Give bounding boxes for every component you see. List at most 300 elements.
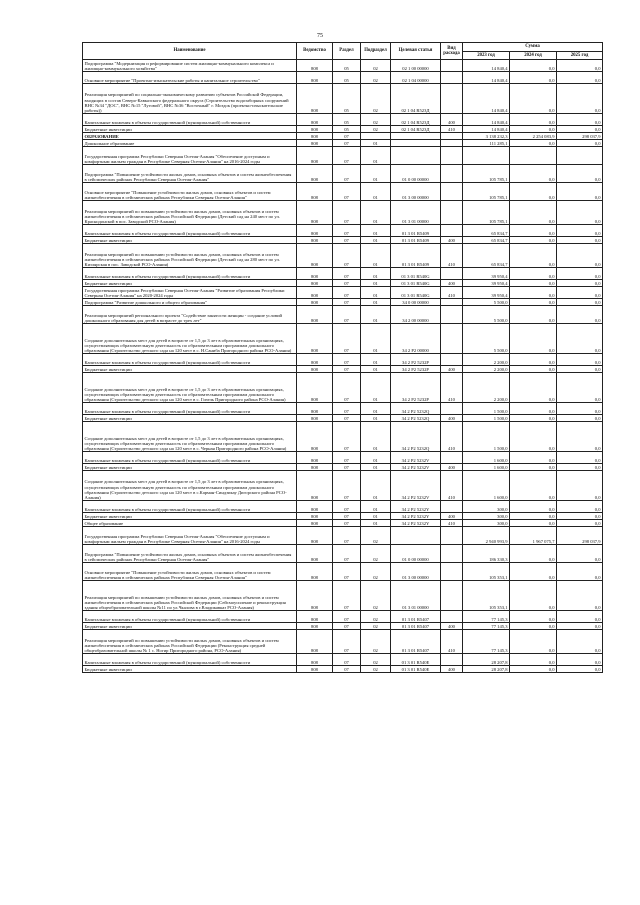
row-subsection: 02 <box>361 563 391 581</box>
row-sum-2023: 105 785,1 <box>463 183 510 201</box>
row-target-article: 02 1 00 00000 <box>391 60 441 72</box>
table-row <box>83 354 603 366</box>
row-sum-2025: 298 037,9 <box>557 527 603 545</box>
row-name: ОБРАЗОВАНИЕ <box>83 133 297 140</box>
row-subsection: 02 <box>361 630 391 654</box>
row-name: Дошкольное образование <box>83 140 297 147</box>
table-row <box>83 520 603 527</box>
row-name: Капитальные вложения в объекты государственной (муниципальной) собственности <box>83 654 297 666</box>
row-sum-2025: 0,0 <box>557 280 603 287</box>
row-sum-2024: 0,0 <box>510 623 557 630</box>
row-section: 07 <box>333 140 361 147</box>
row-subsection: 02 <box>361 654 391 666</box>
row-name: Бюджетные инвестиции <box>83 237 297 244</box>
row-sum-2025: 0,0 <box>557 287 603 299</box>
row-subsection: 01 <box>361 520 391 527</box>
row-section: 07 <box>333 147 361 165</box>
row-sum-2023 <box>463 147 510 165</box>
row-sum-2025: 0,0 <box>557 563 603 581</box>
row-subsection: 02 <box>361 581 391 611</box>
row-sum-2024: 0,0 <box>510 513 557 520</box>
row-section: 07 <box>333 165 361 183</box>
row-sum-2025: 0,0 <box>557 84 603 114</box>
row-target-article: 34 2 P2 5232V <box>391 452 441 464</box>
row-sum-2024: 0,0 <box>510 415 557 422</box>
row-sum-2024: 0,0 <box>510 666 557 673</box>
row-sum-2025: 0,0 <box>557 165 603 183</box>
row-section: 07 <box>333 666 361 673</box>
table-row <box>83 287 603 299</box>
row-sum-2024: 0,0 <box>510 299 557 306</box>
row-subsection: 01 <box>361 354 391 366</box>
row-ministry: 808 <box>297 84 333 114</box>
row-name: Основное мероприятие "Проектно-изыскательские работы и капитальное строительство" <box>83 72 297 84</box>
table-row <box>83 147 603 165</box>
row-expense-type <box>441 133 463 140</box>
row-subsection: 02 <box>361 545 391 563</box>
row-section: 07 <box>333 452 361 464</box>
row-sum-2025: 0,0 <box>557 72 603 84</box>
row-sum-2023: 28 207,8 <box>463 654 510 666</box>
row-expense-type: 410 <box>441 373 463 403</box>
row-subsection: 01 <box>361 324 391 354</box>
row-ministry: 808 <box>297 280 333 287</box>
budget-table <box>82 42 603 673</box>
row-sum-2024: 0,0 <box>510 244 557 268</box>
row-ministry: 808 <box>297 165 333 183</box>
row-subsection: 01 <box>361 280 391 287</box>
row-sum-2024: 0,0 <box>510 201 557 225</box>
row-ministry: 808 <box>297 471 333 501</box>
row-sum-2024: 0,0 <box>510 611 557 623</box>
header-sum: Сумма <box>463 43 603 52</box>
row-section: 05 <box>333 72 361 84</box>
row-sum-2025: 0,0 <box>557 520 603 527</box>
row-subsection: 01 <box>361 268 391 280</box>
row-expense-type <box>441 501 463 513</box>
row-subsection: 01 <box>361 464 391 471</box>
row-sum-2024: 0,0 <box>510 581 557 611</box>
row-sum-2025: 0,0 <box>557 126 603 133</box>
row-section: 07 <box>333 183 361 201</box>
row-sum-2025: 0,0 <box>557 513 603 520</box>
row-section: 07 <box>333 324 361 354</box>
table-row <box>83 237 603 244</box>
row-sum-2025: 0,0 <box>557 299 603 306</box>
row-sum-2024: 0,0 <box>510 422 557 452</box>
row-sum-2023: 105 353,1 <box>463 581 510 611</box>
table-row <box>83 563 603 581</box>
row-name: Капитальные вложения в объекты государственной (муниципальной) собственности <box>83 403 297 415</box>
row-target-article: 34 2 00 00000 <box>391 306 441 324</box>
row-ministry: 808 <box>297 581 333 611</box>
row-section: 07 <box>333 354 361 366</box>
row-subsection: 01 <box>361 287 391 299</box>
row-subsection: 01 <box>361 140 391 147</box>
row-sum-2023: 300,0 <box>463 501 510 513</box>
row-ministry: 808 <box>297 244 333 268</box>
row-section: 07 <box>333 237 361 244</box>
row-sum-2023: 1 500,0 <box>463 422 510 452</box>
row-ministry: 808 <box>297 654 333 666</box>
table-row <box>83 471 603 501</box>
row-target-article: 34 2 P2 5232Y <box>391 520 441 527</box>
row-target-article: 34 2 P2 5232P <box>391 366 441 373</box>
row-section: 07 <box>333 623 361 630</box>
row-section: 07 <box>333 654 361 666</box>
row-sum-2025: 0,0 <box>557 324 603 354</box>
row-expense-type: 410 <box>441 244 463 268</box>
row-sum-2023: 300,0 <box>463 520 510 527</box>
row-target-article: 01 3 01 R540G <box>391 287 441 299</box>
row-section: 07 <box>333 471 361 501</box>
row-sum-2025 <box>557 147 603 165</box>
row-sum-2023: 1 500,0 <box>463 403 510 415</box>
row-name: Капитальные вложения в объекты государственной (муниципальной) собственности <box>83 501 297 513</box>
row-sum-2025: 0,0 <box>557 581 603 611</box>
header-expense-type: Вид расхода <box>441 43 463 60</box>
header-year-2024: 2024 год <box>510 52 557 60</box>
row-target-article: 01 3 00 00000 <box>391 563 441 581</box>
table-row <box>83 165 603 183</box>
row-ministry: 808 <box>297 60 333 72</box>
row-subsection: 02 <box>361 72 391 84</box>
row-ministry: 808 <box>297 324 333 354</box>
row-sum-2025: 0,0 <box>557 237 603 244</box>
row-ministry: 808 <box>297 422 333 452</box>
row-name: Создание дополнительных мест для детей в возрасте от 1,5 до 3 лет в образовательных организациях, осуществляющих образовательную деятельность по образовательным программам дошкольного образования (Строительство детского сада на 120 мест в с. Черная Пригородного района РСО-Алания) <box>83 422 297 452</box>
row-name: Бюджетные инвестиции <box>83 666 297 673</box>
row-name: Капитальные вложения в объекты государственной (муниципальной) собственности <box>83 114 297 126</box>
row-section: 07 <box>333 422 361 452</box>
row-section: 07 <box>333 563 361 581</box>
row-section: 07 <box>333 415 361 422</box>
row-ministry: 808 <box>297 183 333 201</box>
row-subsection: 01 <box>361 366 391 373</box>
row-sum-2023: 14 840,4 <box>463 84 510 114</box>
row-sum-2024: 0,0 <box>510 452 557 464</box>
row-name: Государственная программа Республики Северная Осетия-Алания "Обеспечение доступным и комфортным жильем граждан в Республике Северная Осетия-Алания" на 2016-2024 годы <box>83 527 297 545</box>
row-sum-2024: 0,0 <box>510 183 557 201</box>
row-subsection: 01 <box>361 373 391 403</box>
row-ministry: 808 <box>297 501 333 513</box>
row-sum-2025: 298 037,9 <box>557 133 603 140</box>
row-sum-2023: 1 600,0 <box>463 471 510 501</box>
row-ministry: 808 <box>297 140 333 147</box>
row-section: 05 <box>333 114 361 126</box>
row-expense-type <box>441 183 463 201</box>
row-expense-type <box>441 581 463 611</box>
row-sum-2024: 0,0 <box>510 165 557 183</box>
row-sum-2025: 0,0 <box>557 183 603 201</box>
row-ministry: 808 <box>297 268 333 280</box>
row-sum-2025: 0,0 <box>557 415 603 422</box>
row-name: Общее образование <box>83 520 297 527</box>
row-expense-type: 410 <box>441 520 463 527</box>
row-expense-type: 400 <box>441 415 463 422</box>
row-name: Основное мероприятие "Повышение устойчивости жилых домов, основных объектов и систем жизнеобеспечения в сейсмических районах Республики Северная Осетия-Алания" <box>83 183 297 201</box>
row-sum-2023: 300,0 <box>463 513 510 520</box>
row-sum-2023: 65 834,7 <box>463 244 510 268</box>
row-target-article: 01 3 01 R5409 <box>391 244 441 268</box>
table-row <box>83 201 603 225</box>
table-row <box>83 545 603 563</box>
table-row <box>83 126 603 133</box>
row-subsection: 01 <box>361 165 391 183</box>
row-expense-type <box>441 299 463 306</box>
row-subsection <box>361 133 391 140</box>
row-subsection: 02 <box>361 114 391 126</box>
row-name: Основное мероприятие "Повышение устойчивости жилых домов, основных объектов и систем жизнеобеспечения в сейсмических районах Республики Северная Осетия-Алания" <box>83 563 297 581</box>
row-sum-2024: 0,0 <box>510 280 557 287</box>
row-ministry: 808 <box>297 527 333 545</box>
row-section: 07 <box>333 403 361 415</box>
row-sum-2024: 1 967 075,7 <box>510 527 557 545</box>
row-sum-2023: 65 834,7 <box>463 225 510 237</box>
row-subsection: 01 <box>361 471 391 501</box>
row-sum-2025: 0,0 <box>557 623 603 630</box>
table-row <box>83 581 603 611</box>
row-expense-type <box>441 201 463 225</box>
table-row <box>83 403 603 415</box>
table-row <box>83 464 603 471</box>
table-row <box>83 140 603 147</box>
row-expense-type <box>441 324 463 354</box>
row-sum-2023: 65 834,7 <box>463 237 510 244</box>
table-row <box>83 422 603 452</box>
row-ministry: 808 <box>297 415 333 422</box>
row-section: 07 <box>333 280 361 287</box>
row-sum-2024: 0,0 <box>510 563 557 581</box>
row-expense-type <box>441 563 463 581</box>
row-section: 07 <box>333 306 361 324</box>
table-row <box>83 280 603 287</box>
table-row <box>83 244 603 268</box>
row-sum-2023: 2 200,0 <box>463 354 510 366</box>
row-section: 07 <box>333 373 361 403</box>
row-sum-2023: 14 840,4 <box>463 72 510 84</box>
row-sum-2023: 14 840,4 <box>463 114 510 126</box>
row-sum-2024: 0,0 <box>510 471 557 501</box>
row-sum-2023: 1 500,0 <box>463 415 510 422</box>
table-row <box>83 513 603 520</box>
row-sum-2024: 0,0 <box>510 373 557 403</box>
row-target-article: 01 3 01 R540E <box>391 666 441 673</box>
row-name: Реализация мероприятий по повышению устойчивости жилых домов, основных объектов и систем жизнеобеспечения в сейсмических районах Российской Федерации (Детский сад на 280 мест по ул. Кизлярская в пос. Заводской РСО-Алания) <box>83 244 297 268</box>
row-name: Государственная программа Республики Северная Осетия-Алания "Обеспечение доступным и комфортным жильем граждан в Республике Северная Осетия-Алания" на 2016-2024 годы <box>83 147 297 165</box>
row-section: 07 <box>333 244 361 268</box>
table-body <box>83 60 603 673</box>
row-expense-type <box>441 268 463 280</box>
table-row <box>83 72 603 84</box>
row-expense-type <box>441 165 463 183</box>
row-expense-type <box>441 72 463 84</box>
row-subsection: 02 <box>361 623 391 630</box>
row-sum-2023: 5 500,0 <box>463 306 510 324</box>
row-expense-type: 400 <box>441 237 463 244</box>
table-row <box>83 654 603 666</box>
row-sum-2025: 0,0 <box>557 666 603 673</box>
row-name: Создание дополнительных мест для детей в возрасте от 1,5 до 3 лет в образовательных организациях, осуществляющих образовательную деятельность по образовательным программам дошкольного образования (Строительство детского сада на 120 мест в с. Гизель Пригородного района РСО-Алания) <box>83 373 297 403</box>
row-section: 05 <box>333 126 361 133</box>
row-ministry: 808 <box>297 611 333 623</box>
row-section: 07 <box>333 464 361 471</box>
row-target-article: 01 0 00 00000 <box>391 165 441 183</box>
row-ministry: 808 <box>297 237 333 244</box>
row-ministry: 808 <box>297 373 333 403</box>
table-row <box>83 415 603 422</box>
budget-table-container <box>82 42 602 673</box>
row-sum-2023: 1 600,0 <box>463 452 510 464</box>
row-name: Реализация мероприятий по повышению устойчивости жилых домов, основных объектов и систем жизнеобеспечения в сейсмических районах Российской Федерации (Сейсмоусиление и реконструкция здания общеобразовательной школы №11 по ул.Чкалова в г.Владикавказ РСО-Алания) <box>83 581 297 611</box>
row-sum-2024: 0,0 <box>510 306 557 324</box>
row-sum-2024: 0,0 <box>510 545 557 563</box>
row-sum-2024: 0,0 <box>510 630 557 654</box>
row-sum-2023: 111 285,1 <box>463 140 510 147</box>
table-row <box>83 324 603 354</box>
row-subsection: 02 <box>361 527 391 545</box>
row-name: Реализация мероприятий регионального проекта "Содействие занятости женщин - создание условий дошкольного образования для детей в возрасте до трех лет" <box>83 306 297 324</box>
table-row <box>83 527 603 545</box>
row-sum-2023: 2 200,0 <box>463 373 510 403</box>
row-expense-type: 410 <box>441 630 463 654</box>
row-target-article: 34 2 P2 5232P <box>391 354 441 366</box>
row-subsection: 01 <box>361 201 391 225</box>
row-ministry: 808 <box>297 299 333 306</box>
row-name: Подпрограмма "Повышение устойчивости жилых домов, основных объектов и систем жизнеобеспечения в сейсмических районах Республики Северная Осетия-Алания" <box>83 545 297 563</box>
row-sum-2023: 77 145,3 <box>463 623 510 630</box>
row-target-article: 02 1 04 R523Д <box>391 114 441 126</box>
table-row <box>83 84 603 114</box>
row-expense-type: 410 <box>441 422 463 452</box>
row-subsection: 01 <box>361 306 391 324</box>
row-name: Капитальные вложения в объекты государственной (муниципальной) собственности <box>83 225 297 237</box>
row-section: 07 <box>333 520 361 527</box>
row-target-article <box>391 133 441 140</box>
row-name: Бюджетные инвестиции <box>83 366 297 373</box>
row-sum-2025: 0,0 <box>557 225 603 237</box>
row-name: Создание дополнительных мест для детей в возрасте от 1,5 до 3 лет в образовательных организациях, осуществляющих образовательную деятельность по образовательным программам дошкольного образования (Строительство детского сада на 120 мест в с. Н.Саниба Пригородного района РСО-Алания) <box>83 324 297 354</box>
row-section: 07 <box>333 527 361 545</box>
row-name: Подпрограмма "Повышение устойчивости жилых домов, основных объектов и систем жизнеобеспечения в сейсмических районах Республики Северная Осетия-Алания" <box>83 165 297 183</box>
row-sum-2023: 105 353,1 <box>463 563 510 581</box>
row-ministry: 808 <box>297 225 333 237</box>
row-section: 07 <box>333 268 361 280</box>
header-subsection: Подраздел <box>361 43 391 60</box>
row-target-article: 01 0 00 00000 <box>391 545 441 563</box>
row-target-article: 01 3 01 R540G <box>391 280 441 287</box>
row-target-article: 01 3 01 R5409 <box>391 225 441 237</box>
row-sum-2024: 0,0 <box>510 225 557 237</box>
row-ministry: 808 <box>297 306 333 324</box>
row-ministry: 808 <box>297 520 333 527</box>
row-sum-2024: 0,0 <box>510 140 557 147</box>
row-ministry: 808 <box>297 201 333 225</box>
row-target-article <box>391 140 441 147</box>
row-subsection: 02 <box>361 84 391 114</box>
row-ministry: 808 <box>297 287 333 299</box>
row-section: 07 <box>333 611 361 623</box>
row-target-article: 01 3 01 R5407 <box>391 623 441 630</box>
row-section: 05 <box>333 60 361 72</box>
row-sum-2024: 0,0 <box>510 72 557 84</box>
row-target-article: 34 2 P2 5232Q <box>391 403 441 415</box>
row-target-article: 34 2 P2 5232Q <box>391 415 441 422</box>
row-target-article <box>391 147 441 165</box>
row-target-article: 01 3 00 00000 <box>391 183 441 201</box>
row-section: 07 <box>333 201 361 225</box>
row-expense-type <box>441 147 463 165</box>
row-name: Реализация мероприятий по повышению устойчивости жилых домов, основных объектов и систем жизнеобеспечения в сейсмических районах Российской Федерации (Детский сад на 240 мест по ул. Краснодонской в пос. Заводской РСО-Алания) <box>83 201 297 225</box>
row-target-article: 01 3 01 R540E <box>391 654 441 666</box>
table-row <box>83 611 603 623</box>
row-sum-2024: 0,0 <box>510 366 557 373</box>
row-sum-2025: 0,0 <box>557 354 603 366</box>
row-subsection: 01 <box>361 183 391 201</box>
row-section: 07 <box>333 545 361 563</box>
row-target-article: 02 1 04 R523Д <box>391 84 441 114</box>
row-name: Бюджетные инвестиции <box>83 126 297 133</box>
row-sum-2023: 2 200,0 <box>463 366 510 373</box>
row-ministry: 808 <box>297 666 333 673</box>
row-sum-2023: 14 840,4 <box>463 60 510 72</box>
row-ministry: 808 <box>297 623 333 630</box>
row-expense-type: 400 <box>441 366 463 373</box>
row-ministry: 808 <box>297 513 333 520</box>
row-sum-2023: 39 950,4 <box>463 280 510 287</box>
row-ministry: 808 <box>297 366 333 373</box>
row-sum-2023: 5 500,0 <box>463 299 510 306</box>
row-target-article <box>391 527 441 545</box>
header-section: Раздел <box>333 43 361 60</box>
row-sum-2025: 0,0 <box>557 373 603 403</box>
row-target-article: 34 2 P2 5232Y <box>391 513 441 520</box>
row-expense-type <box>441 611 463 623</box>
row-target-article: 02 1 04 R523Д <box>391 126 441 133</box>
row-section: 07 <box>333 225 361 237</box>
row-name: Реализация мероприятий по социально-экономическому развитию субъектов Российской Федерации, входящих в состав Северо-Кавказского федерального округа (Строительство водозаборных сооружений ВНС №34 "ДОС", ВНС №15 "Луговой", ВНС №36 "Восточный" г. Моздок (проектно-изыскательские работы)) <box>83 84 297 114</box>
row-name: Капитальные вложения в объекты государственной (муниципальной) собственности <box>83 611 297 623</box>
row-target-article: 34 2 P2 5232V <box>391 464 441 471</box>
header-target-article: Целевая статья <box>391 43 441 60</box>
row-expense-type: 400 <box>441 114 463 126</box>
row-sum-2025: 0,0 <box>557 501 603 513</box>
table-row <box>83 666 603 673</box>
row-subsection: 01 <box>361 452 391 464</box>
row-sum-2025: 0,0 <box>557 268 603 280</box>
table-row <box>83 452 603 464</box>
row-subsection: 01 <box>361 244 391 268</box>
row-sum-2023: 28 207,8 <box>463 666 510 673</box>
row-sum-2023: 105 785,1 <box>463 165 510 183</box>
row-subsection: 02 <box>361 666 391 673</box>
row-expense-type <box>441 452 463 464</box>
row-name: Капитальные вложения в объекты государственной (муниципальной) собственности <box>83 354 297 366</box>
row-subsection: 01 <box>361 403 391 415</box>
table-row <box>83 133 603 140</box>
row-ministry: 808 <box>297 563 333 581</box>
table-row <box>83 268 603 280</box>
row-expense-type <box>441 306 463 324</box>
row-expense-type: 400 <box>441 513 463 520</box>
row-sum-2024: 0,0 <box>510 654 557 666</box>
row-name: Бюджетные инвестиции <box>83 280 297 287</box>
row-sum-2025: 0,0 <box>557 545 603 563</box>
row-expense-type <box>441 654 463 666</box>
row-sum-2023: 105 785,1 <box>463 201 510 225</box>
row-target-article: 01 3 01 00000 <box>391 581 441 611</box>
page-number: 75 <box>317 33 323 39</box>
